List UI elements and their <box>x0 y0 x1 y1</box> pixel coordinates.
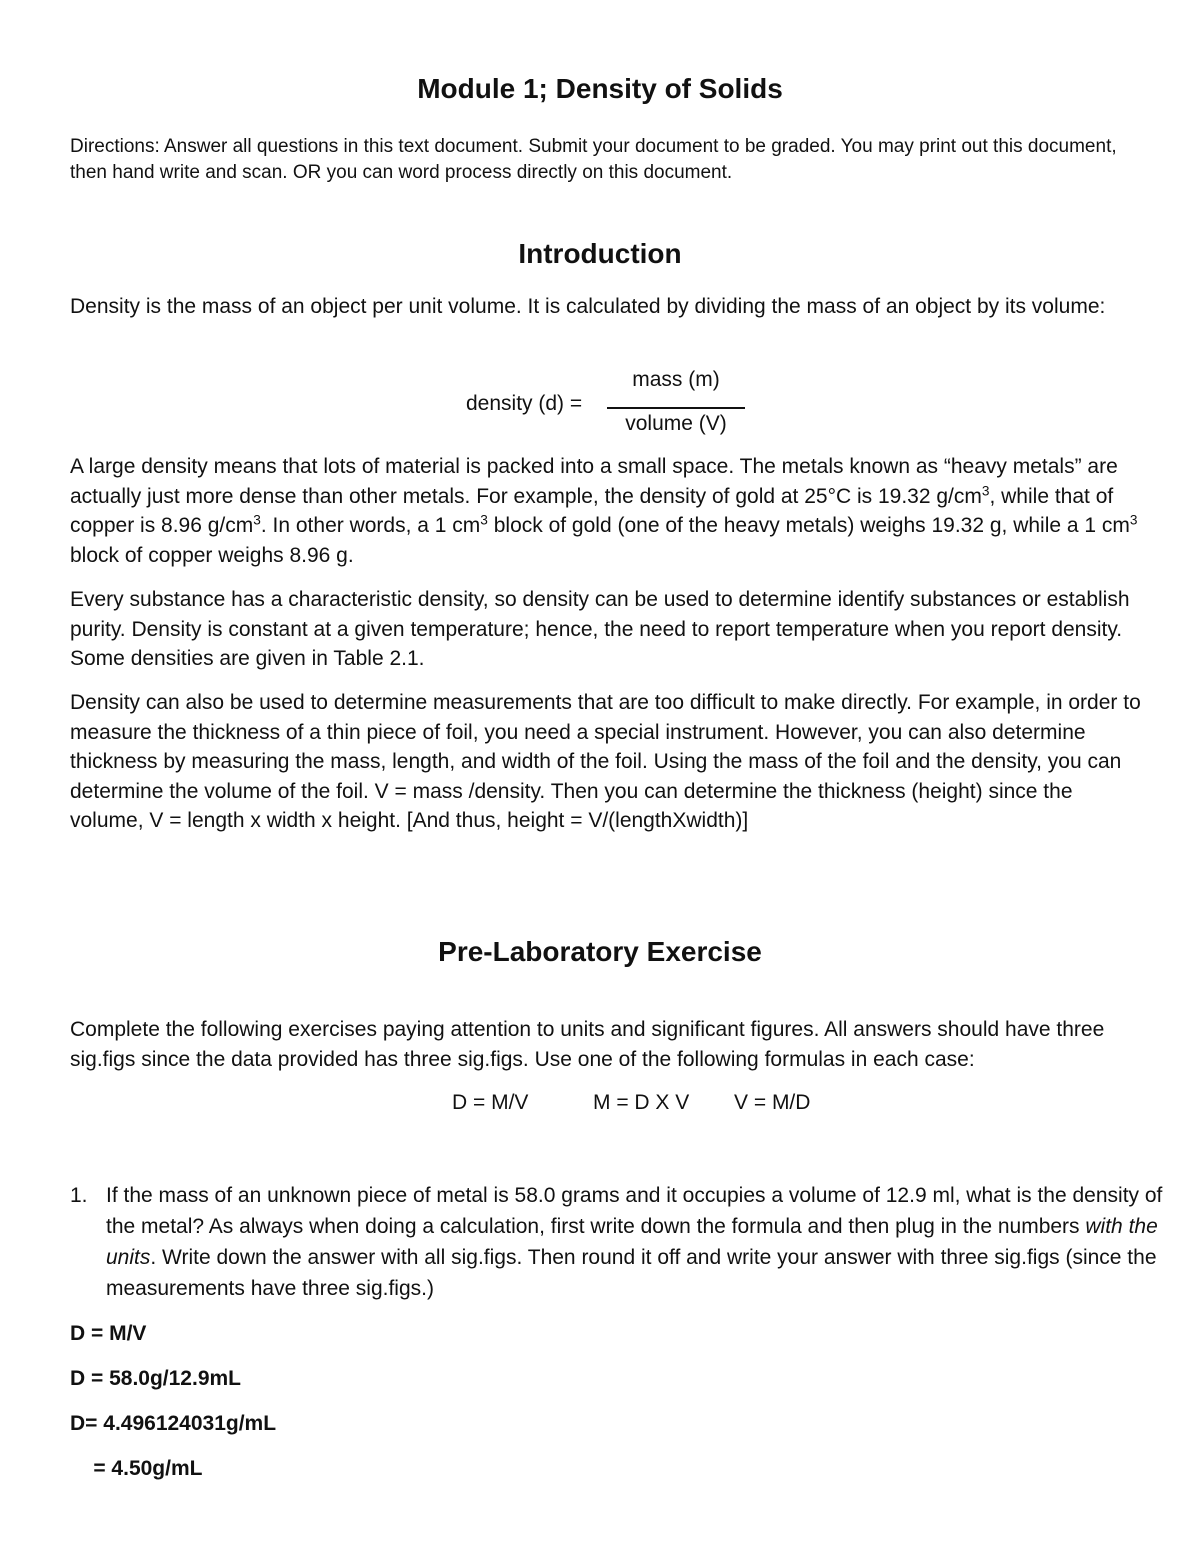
prelab-heading: Pre-Laboratory Exercise <box>438 936 762 967</box>
formula-numerator: mass (m) <box>632 368 720 391</box>
formula-lhs: density (d) = <box>466 392 583 415</box>
answer-line: D= 4.496124031g/mL <box>70 1412 277 1435</box>
p2-part-2: , while that of copper is 8.96 g/cm <box>70 484 1114 537</box>
question-number: 1. <box>70 1184 88 1207</box>
p2-part-3: . In other words, a 1 cm <box>260 514 481 537</box>
answer-line: D = M/V <box>70 1322 147 1345</box>
formula-mass: M = D X V <box>593 1091 690 1114</box>
prelab-instructions: Complete the following exercises paying attention to units and significant figures. All answers should have three sig.figs since the data provided has three sig.figs. Use one of the following formulas in each case: <box>70 1018 1105 1071</box>
superscript-3: 3 <box>1129 512 1138 528</box>
answer-line: = 4.50g/mL <box>70 1457 203 1480</box>
formula-density: D = M/V <box>452 1091 529 1114</box>
q1-text-before: If the mass of an unknown piece of metal is 58.0 grams and it occupies a volume of 12.9 ml, what is the density of the metal? As always when doing a calculation, first write down the formula and then plug in the numbers <box>106 1184 1163 1238</box>
intro-paragraph-4: Density can also be used to determine measurements that are too difficult to make directly. For example, in order to measure the thickness of a thin piece of foil, you need a special instrument. However, you can also determine thickness by measuring the mass, length, and width of the foil. Using the mass of the foil and the density, you can determine the volume of the foil. V = mass /density. Then you can determine the thickness (height) since the volume, V = length x width x height. [And thus, height = V/(lengthXwidth)] <box>70 691 1141 832</box>
density-formula <box>0 366 1200 442</box>
superscript-3: 3 <box>981 483 990 498</box>
intro-paragraph-3: Every substance has a characteristic density, so density can be used to determine identify substances or establish purity. Density is constant at a given temperature; hence, the need to report temperature when you report density. Some densities are given in Table 2.1. <box>70 588 1130 670</box>
fraction-bar <box>607 407 745 409</box>
formula-volume: V = M/D <box>734 1091 811 1114</box>
q1-emphasis: with the units <box>106 1215 1158 1269</box>
superscript-3: 3 <box>480 512 488 528</box>
q1-text-after: . Write down the answer with all sig.figs. Then round it off and write your answer with three sig.figs (since the measurements have three sig.figs.) <box>106 1246 1157 1300</box>
formula-denominator: volume (V) <box>625 412 727 435</box>
document-title: Module 1; Density of Solids <box>417 73 783 104</box>
question-1-text <box>106 1180 1186 1304</box>
introduction-heading: Introduction <box>518 238 682 269</box>
answer-line: D = 58.0g/12.9mL <box>70 1367 242 1390</box>
p2-part-4: block of gold (one of the heavy metals) weighs 19.32 g, while a 1 cm <box>487 514 1130 537</box>
intro-paragraph-1: Density is the mass of an object per unit volume. It is calculated by dividing the mass of an object by its volume: <box>70 295 1106 318</box>
superscript-3: 3 <box>253 512 261 528</box>
p2-part-5: block of copper weighs 8.96 g. <box>70 543 354 567</box>
directions-text: Directions: Answer all questions in this text document. Submit your document to be graded. You may print out this document, then hand write and scan. OR you can word process directly on this document. <box>70 136 1117 183</box>
p2-part-1: A large density means that lots of material is packed into a small space. The metals known as “heavy metals” are actually just more dense than other metals. For example, the density of gold at 25°C is 19.32 g/cm <box>70 455 1118 508</box>
intro-paragraph-2 <box>70 452 1145 570</box>
